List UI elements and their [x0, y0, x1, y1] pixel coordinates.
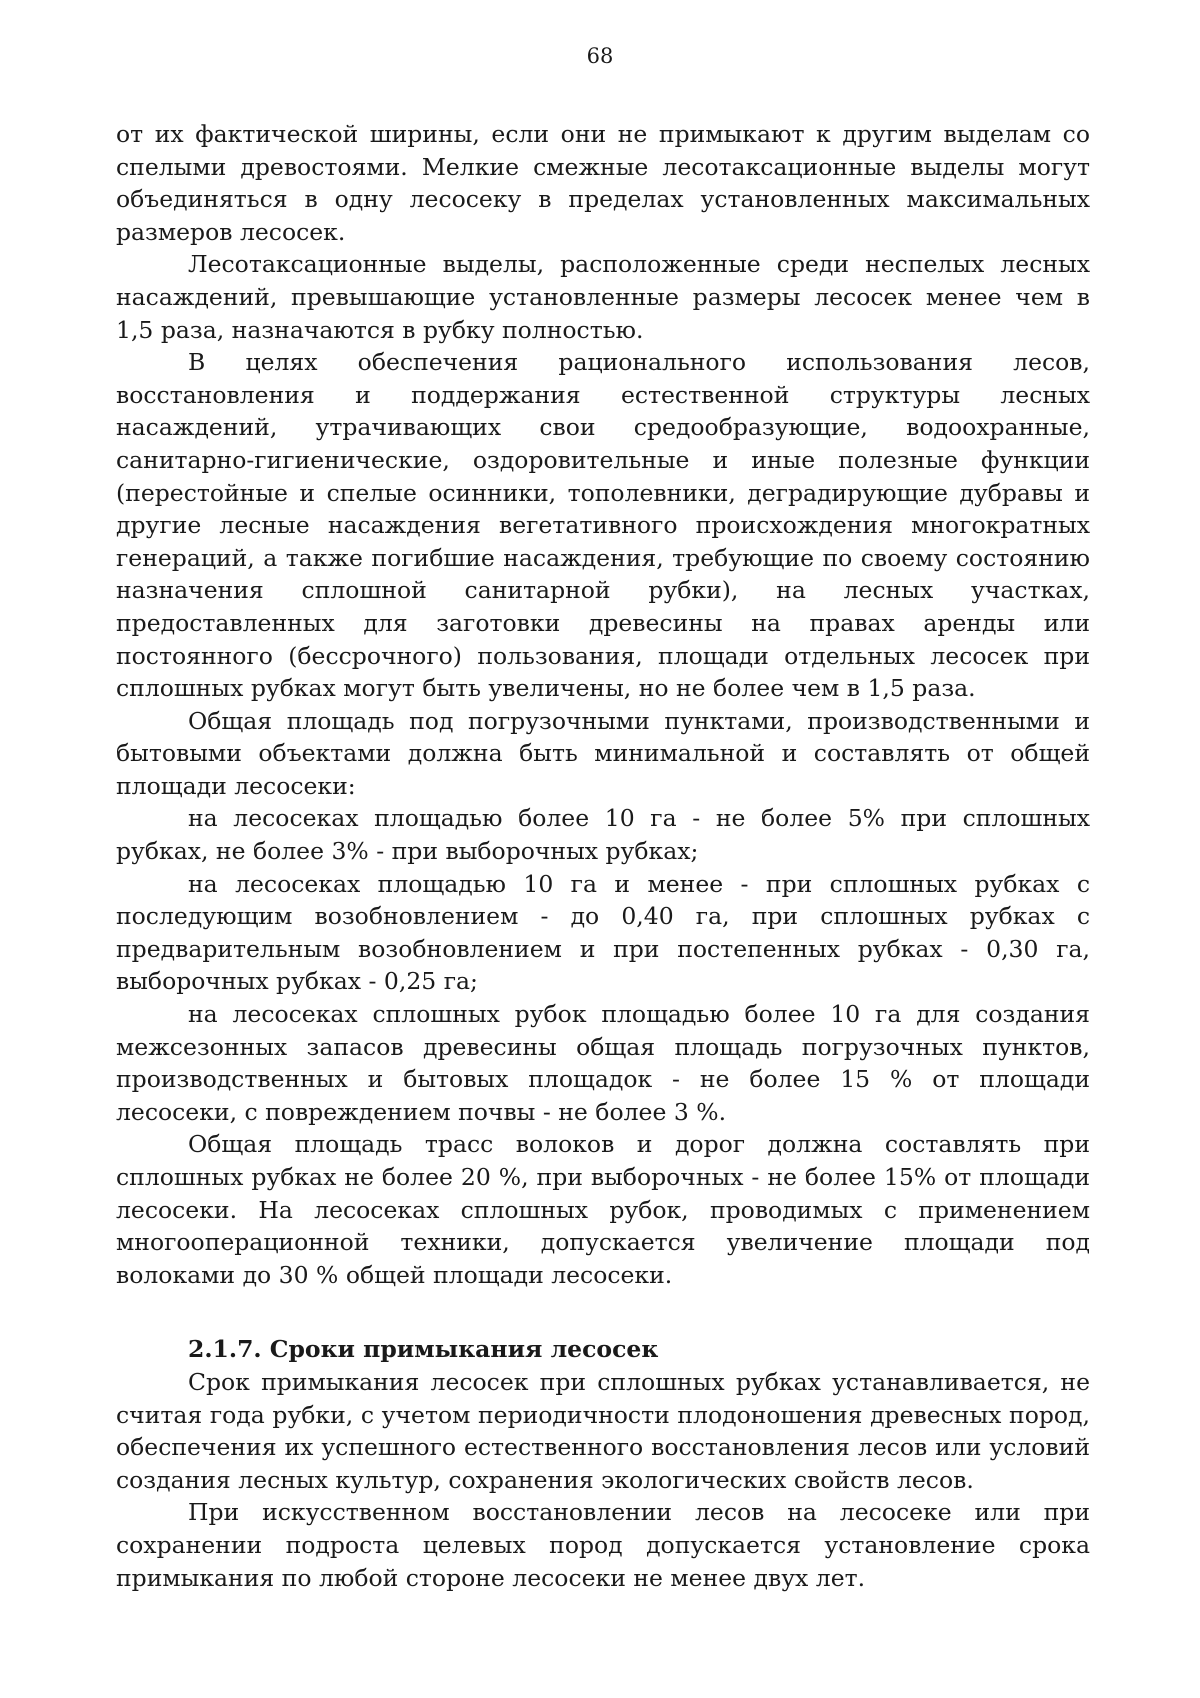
list-paragraph: на лесосеках площадью 10 га и менее - при сплошных рубках с последующим возобновлением - до 0,40 га, при сплошных рубках с предварительным возобновлением и при постепенных рубках - 0,30 га, выборочных рубках - 0,25 га;	[116, 869, 1090, 996]
document-body	[116, 118, 1090, 1594]
list-paragraph: на лесосеках площадью более 10 га - не более 5% при сплошных рубках, не более 3% - при выборочных рубках;	[116, 804, 1090, 866]
section-paragraph: При искусственном восстановлении лесов на лесосеке или при сохранении подроста целевых пород допускается установление срока примыкания по любой стороне лесосеки не менее двух лет.	[116, 1498, 1090, 1592]
paragraph: Общая площадь под погрузочными пунктами, производственными и бытовыми объектами должна быть минимальной и составлять от общей площади лесосеки:	[116, 706, 1090, 800]
page-number: 68	[586, 44, 614, 68]
paragraph: В целях обеспечения рационального использования лесов, восстановления и поддержания естественной структуры лесных насаждений, утрачивающих свои средообразующие, водоохранные, санитарно-гигиенические, оздоровительные и иные полезные функции (перестойные и спелые осинники, тополевники, деградирующие дубравы и другие лесные насаждения вегетативного происхождения многократных генераций, а также погибшие насаждения, требующие по своему состоянию назначения сплошной санитарной рубки), на лесных участках, предоставленных для заготовки древесины на правах аренды или постоянного (бессрочного) пользования, площади отдельных лесосек при сплошных рубках могут быть увеличены, но не более чем в 1,5 раза.	[116, 348, 1090, 703]
paragraph-continuation: от их фактической ширины, если они не примыкают к другим выделам со спелыми древостоями. Мелкие смежные лесотаксационные выделы могут объединяться в одну лесосеку в пределах установленных максимальных размеров лесосек.	[116, 120, 1090, 246]
paragraph: Общая площадь трасс волоков и дорог должна составлять при сплошных рубках не более 20 %, при выборочных - не более 15% от площади лесосеки. На лесосеках сплошных рубок, проводимых с применением многооперационной техники, допускается увеличение площади под волоками до 30 % общей площади лесосеки.	[116, 1130, 1090, 1289]
section-paragraph: Срок примыкания лесосек при сплошных рубках устанавливается, не считая года рубки, с учетом периодичности плодоношения древесных пород, обеспечения их успешного естественного восстановления лесов или условий создания лесных культур, сохранения экологических свойств лесов.	[116, 1367, 1090, 1494]
paragraph: Лесотаксационные выделы, расположенные среди неспелых лесных насаждений, превышающие установленные размеры лесосек менее чем в 1,5 раза, назначаются в рубку полностью.	[116, 250, 1090, 344]
section-heading: 2.1.7. Сроки примыкания лесосек	[188, 1335, 659, 1364]
list-paragraph: на лесосеках сплошных рубок площадью более 10 га для создания межсезонных запасов древесины общая площадь погрузочных пунктов, производственных и бытовых площадок - не более 15 % от площади лесосеки, с повреждением почвы - не более 3 %.	[116, 1000, 1090, 1126]
